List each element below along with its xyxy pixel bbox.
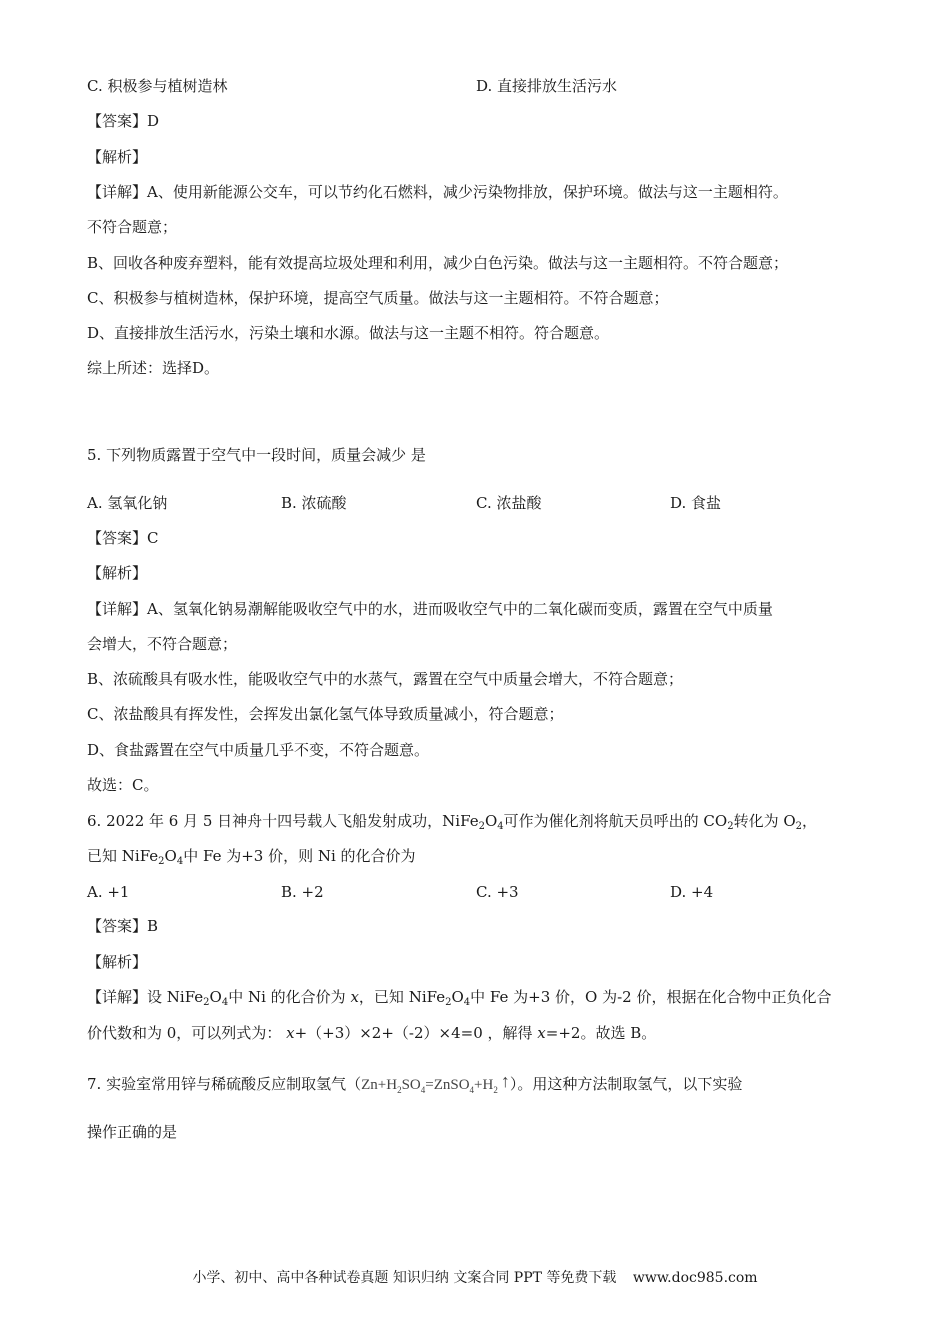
q6-option-b: B. +2	[281, 883, 324, 901]
q4-analysis-label: 【解析】	[87, 148, 148, 166]
q5-detail-line-1: 【详解】A、氢氧化钠易潮解能吸收空气中的水，进而吸收空气中的二氧化碳而变质，露置在空气中质量	[87, 600, 773, 618]
q6-option-d: D. +4	[670, 883, 714, 901]
q4-option-d: D. 直接排放生活污水	[476, 77, 618, 95]
q4-answer: 【答案】D	[87, 112, 160, 130]
q4-detail-line-3: C、积极参与植树造林，保护环境，提高空气质量。做法与这一主题相符。不符合题意；	[87, 289, 669, 307]
q4-detail-line-1: 【详解】A、使用新能源公交车，可以节约化石燃料，减少污染物排放，保护环境。做法与这一主题相符。	[87, 183, 788, 201]
q4-detail-line-2: B、回收各种废弃塑料，能有效提高垃圾处理和利用，减少白色污染。做法与这一主题相符。不符合题意；	[87, 254, 789, 272]
q7-stem-line-1: 7. 实验室常用锌与稀硫酸反应制取氢气（$Zn+H_2SO_4=ZnSO_4+H_2$ ↑）。用这种方法制取氢气，以下实验	[87, 1071, 743, 1095]
q5-detail-line-4: D、食盐露置在空气中质量几乎不变，不符合题意。	[87, 741, 430, 759]
q5-option-c: C. 浓盐酸	[476, 494, 542, 512]
q5-option-d: D. 食盐	[670, 494, 722, 512]
q4-detail-line-4: D、直接排放生活污水，污染土壤和水源。做法与这一主题不相符。符合题意。	[87, 324, 610, 342]
q5-option-b: B. 浓硫酸	[281, 494, 347, 512]
q6-detail-line-1: 【详解】设 $NiFe_2O_4$中 Ni 的化合价为 x，已知 $NiFe_2O_4$中 Fe 为+3 价，O 为-2 价，根据在化合物中正负化合	[87, 988, 832, 1008]
footer-text: 小学、初中、高中各种试卷真题 知识归纳 文案合同 PPT 等免费下载	[192, 1270, 617, 1286]
footer-url[interactable]: www.doc985.com	[632, 1270, 758, 1286]
q5-answer: 【答案】C	[87, 529, 159, 547]
q6-stem-line-1: 6. 2022 年 6 月 5 日神舟十四号载人飞船发射成功，$NiFe_2O_4$可作为催化剂将航天员呼出的 $CO_2$转化为 $O_2$，	[87, 812, 818, 832]
q4-detail-line-1b: 不符合题意；	[87, 218, 178, 236]
q7-stem-line-2: 操作正确的是	[87, 1123, 178, 1141]
q5-analysis-label: 【解析】	[87, 564, 148, 582]
page-footer	[0, 1268, 950, 1288]
q5-detail-line-3: C、浓盐酸具有挥发性，会挥发出氯化氢气体导致质量减小，符合题意；	[87, 705, 564, 723]
q6-answer: 【答案】B	[87, 917, 159, 935]
q6-detail-line-2: 价代数和为 0，可以列式为： x+（+3）×2+（-2）×4=0 ，解得 x=+2。故选 B。	[87, 1024, 657, 1042]
q4-option-c: C. 积极参与植树造林	[87, 77, 228, 95]
q4-summary: 综上所述：选择D。	[87, 359, 220, 377]
q6-stem-line-2: 已知 $NiFe_2O_4$中 Fe 为+3 价，则 Ni 的化合价为	[87, 847, 416, 867]
q5-option-a: A. 氢氧化钠	[87, 494, 168, 512]
q5-summary: 故选：C。	[87, 776, 159, 794]
up-arrow-icon: ↑	[500, 1071, 510, 1091]
q5-detail-line-2: B、浓硫酸具有吸水性，能吸收空气中的水蒸气，露置在空气中质量会增大，不符合题意；	[87, 670, 684, 688]
q6-analysis-label: 【解析】	[87, 953, 148, 971]
q6-option-a: A. +1	[87, 883, 130, 901]
q5-stem: 5. 下列物质露置于空气中一段时间，质量会减少 是	[87, 446, 426, 464]
q6-option-c: C. +3	[476, 883, 519, 901]
chemical-equation: $Zn+H_2SO_4=ZnSO_4+H_2$ ↑	[361, 1071, 510, 1095]
q5-detail-line-1b: 会增大，不符合题意；	[87, 635, 238, 653]
